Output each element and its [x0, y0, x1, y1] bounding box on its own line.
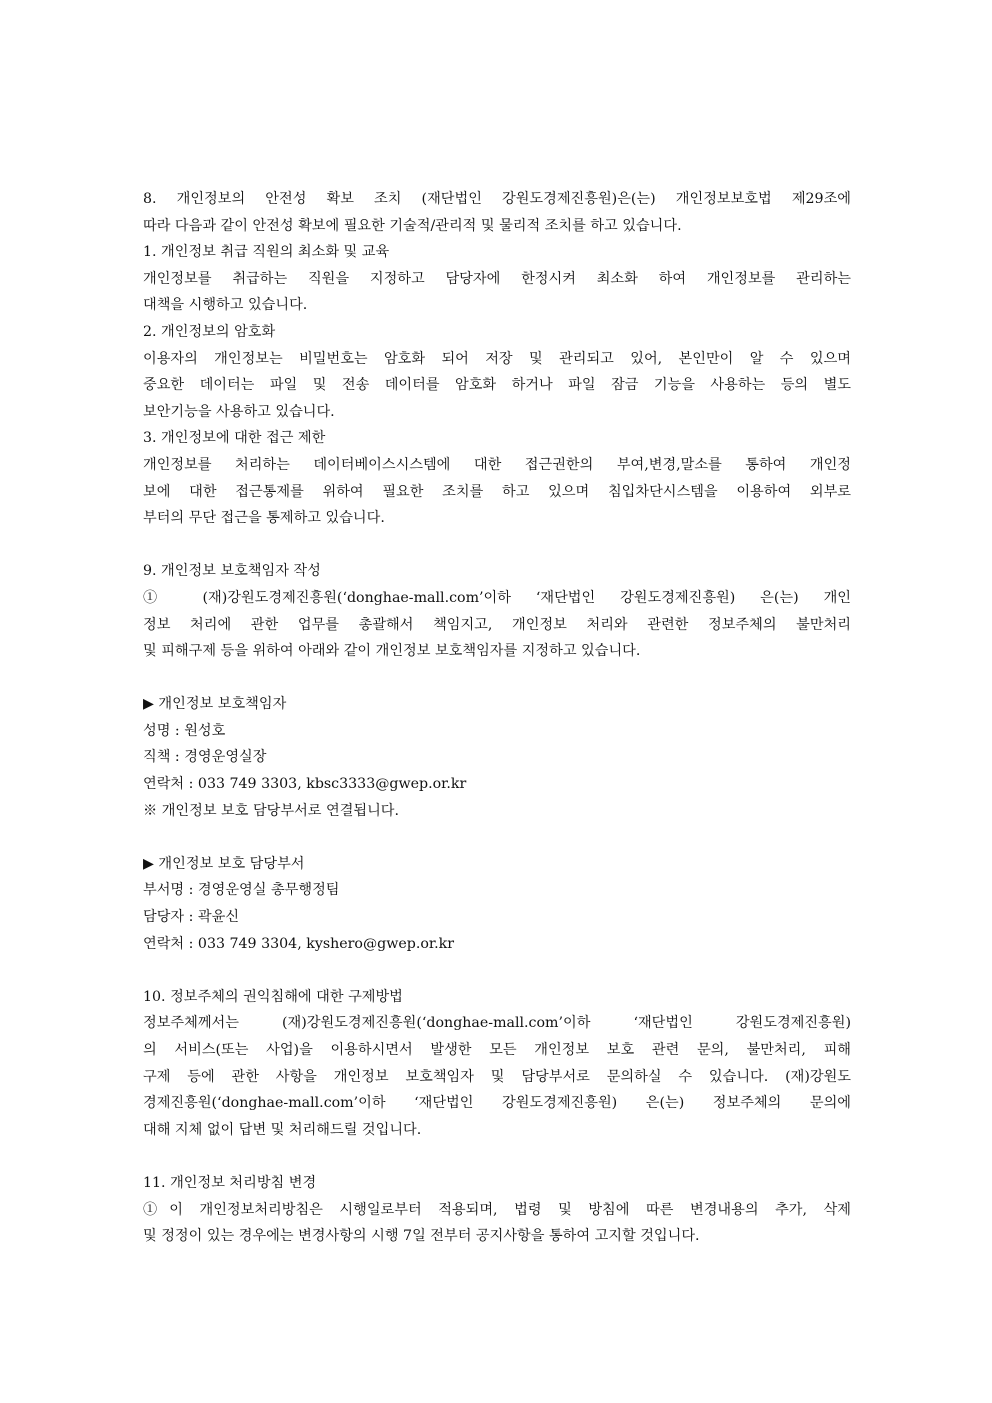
section-11-text: ①이 개인정보처리방침은 시행일로부터 적용되며, 법령 및 방침에 따른 변경내용의 추가, 삭제 [143, 1201, 851, 1218]
item-1-title: 1. 개인정보 취급 직원의 최소화 및 교육 [143, 244, 390, 261]
officer-contact: 연락처 : 033 749 3303, kbsc3333@gwep.or.kr [143, 776, 467, 793]
section-9 [143, 558, 851, 957]
item-3-text: 개인정보를 처리하는 데이터베이스시스템에 대한 접근권한의 부여,변경,말소를 통하여 개인정 [143, 456, 851, 473]
item-1-text: 개인정보를 취급하는 직원을 지정하고 담당자에 한정시켜 최소화 하여 개인정보를 관리하는 [143, 270, 851, 287]
section-10-text: 정보주체께서는 (재)강원도경제진흥원(‘donghae-mall.com’이하 ‘재단법인 강원도경제진흥원) [143, 1015, 851, 1032]
dept-name: 부서명 : 경영운영실 총무행정팀 [143, 882, 340, 899]
section-11-heading: 11. 개인정보 처리방침 변경 [143, 1174, 317, 1191]
item-2-title: 2. 개인정보의 암호화 [143, 323, 276, 340]
officer-position: 직책 : 경영운영실장 [143, 749, 267, 766]
section-9-heading: 9. 개인정보 보호책임자 작성 [143, 563, 321, 580]
officer-title: ▶ 개인정보 보호책임자 [143, 696, 287, 713]
dept-title: ▶ 개인정보 보호 담당부서 [143, 855, 305, 872]
spacer [143, 665, 851, 692]
item-2-text-end: 보안기능을 사용하고 있습니다. [143, 403, 335, 420]
section-8-heading-cont: 따라 다음과 같이 안전성 확보에 필요한 기술적/관리적 및 물리적 조치를 하고 있습니다. [143, 217, 682, 234]
section-8-heading: 8. 개인정보의 안전성 확보 조치 (재단법인 강원도경제진흥원)은(는) 개인정보보호법 제29조에 [143, 191, 851, 207]
item-2-text: 이용자의 개인정보는 비밀번호는 암호화 되어 저장 및 관리되고 있어, 본인만이 알 수 있으며 [143, 350, 851, 367]
section-11-text-end: 및 정정이 있는 경우에는 변경사항의 시행 7일 전부터 공지사항을 통하여 고지할 것입니다. [143, 1228, 700, 1245]
spacer [143, 1143, 851, 1170]
dept-contact: 연락처 : 033 749 3304, kyshero@gwep.or.kr [143, 935, 455, 952]
section-9-text: ① (재)강원도경제진흥원(‘donghae-mall.com’이하 ‘재단법인 강원도경제진흥원) 은(는) 개인 [143, 589, 851, 606]
item-3-text-end: 부터의 무단 접근을 통제하고 있습니다. [143, 510, 385, 527]
section-10-heading: 10. 정보주체의 권익침해에 대한 구제방법 [143, 988, 403, 1005]
section-10-text-2: 의 서비스(또는 사업)을 이용하시면서 발생한 모든 개인정보 보호 관련 문의, 불만처리, 피해 [143, 1042, 851, 1058]
officer-name: 성명 : 원성호 [143, 722, 226, 739]
officer-note: ※ 개인정보 보호 담당부서로 연결됩니다. [143, 802, 400, 819]
spacer [143, 957, 851, 984]
item-3-title: 3. 개인정보에 대한 접근 제한 [143, 430, 326, 447]
section-9-text-end: 및 피해구제 등을 위하여 아래와 같이 개인정보 보호책임자를 지정하고 있습니다. [143, 643, 641, 660]
section-9-text-cont: 정보 처리에 관한 업무를 총괄해서 책임지고, 개인정보 처리와 관련한 정보주체의 불만처리 [143, 616, 851, 633]
item-1-text-cont: 대책을 시행하고 있습니다. [143, 297, 308, 314]
spacer [143, 532, 851, 559]
section-10-text-end: 대해 지체 없이 답변 및 처리해드릴 것입니다. [143, 1121, 422, 1138]
section-10 [143, 984, 851, 1144]
item-3-text-cont: 보에 대한 접근통제를 위하여 필요한 조치를 하고 있으며 침입차단시스템을 이용하여 외부로 [143, 483, 851, 500]
section-10-text-4: 경제진흥원(‘donghae-mall.com’이하 ‘재단법인 강원도경제진흥원) 은(는) 정보주체의 문의에 [143, 1095, 851, 1112]
section-10-text-3: 구제 등에 관한 사항을 개인정보 보호책임자 및 담당부서로 문의하실 수 있습니다. (재)강원도 [143, 1068, 851, 1085]
spacer [143, 824, 851, 851]
section-8 [143, 186, 851, 532]
section-11 [143, 1170, 851, 1250]
document-page [143, 186, 851, 1250]
item-2-text-cont: 중요한 데이터는 파일 및 전송 데이터를 암호화 하거나 파일 잠금 기능을 사용하는 등의 별도 [143, 377, 851, 394]
dept-person: 담당자 : 곽윤신 [143, 909, 240, 926]
